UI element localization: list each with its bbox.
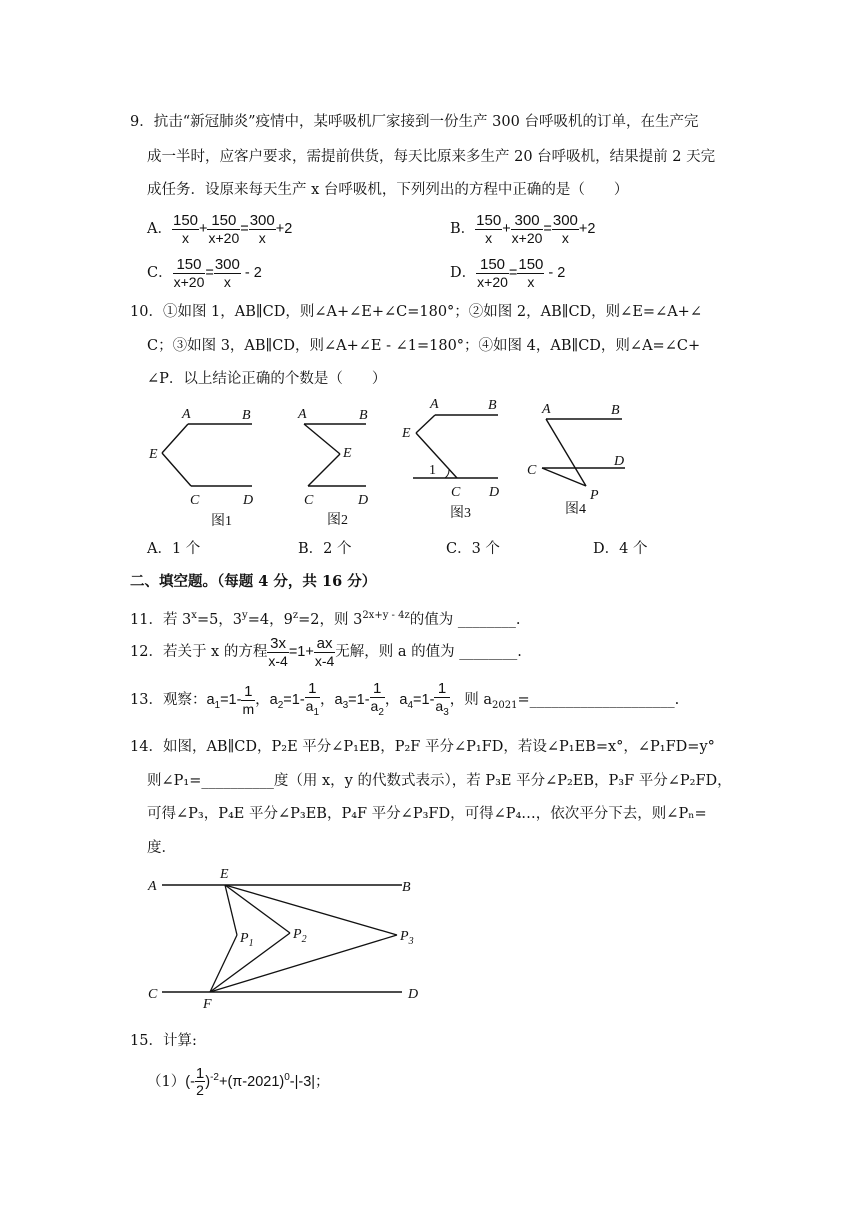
q14-line3: 可得∠P₃，P₄E 平分∠P₃EB，P₄F 平分∠P₃FD，可得∠P₄…，依次平分下去，则∠Pₙ= (147, 806, 707, 822)
fig3-label-e: E (402, 426, 411, 441)
q11: 11．若 $3^x=5$，$3^y=4$，$9^z=2$，则 $3^{2x+y - 4z}$的值为 ________. (130, 610, 521, 628)
fig2-label-c: C (304, 493, 314, 508)
q14-label-e: E (220, 867, 229, 882)
q14-label-a: A (148, 879, 157, 894)
fig3-label-d: D (489, 485, 500, 500)
q14-label-d: D (408, 987, 419, 1002)
q10-option-b[interactable]: B．2 个 (298, 541, 352, 557)
q15-title: 15．计算: (130, 1033, 197, 1049)
q10-line2: C；③如图 3，AB∥CD，则∠A+∠E - ∠1=180°；④如图 4，AB∥CD，则∠A=∠C+ (147, 338, 701, 354)
q9-line1: 9．抗击“新冠肺炎”疫情中，某呼吸机厂家接到一份生产 300 台呼吸机的订单，在生产完 (130, 114, 699, 130)
q14-label-c: C (148, 987, 158, 1002)
fig1-label-d: D (243, 493, 254, 508)
fig4-label-c: C (527, 463, 537, 478)
q10-line3: ∠P．以上结论正确的个数是（ ） (147, 371, 387, 387)
q14-line4: 度． (147, 840, 176, 856)
q15-part1: （1）(- $\frac{1}{2}$ )$^{-2}+(\pi-2021)^0-|-3|$； (147, 1064, 330, 1099)
fig2-caption: 图2 (327, 513, 348, 528)
figure-1 (140, 400, 270, 530)
q14-line2: 则∠P₁=__________度（用 x，y 的代数式表示），若 P₃E 平分∠P₂EB，P₃F 平分∠P₂FD， (147, 773, 732, 789)
q9-line2: 成一半时，应客户要求，需提前供货，每天比原来多生产 20 台呼吸机，结果提前 2 天完 (147, 149, 716, 165)
fig2-label-d: D (358, 493, 369, 508)
q10-option-d[interactable]: D．4 个 (593, 541, 648, 557)
q13: 13．观察：$a_1=1-$ $\frac{1}{m}$ ，$a_2=1-$ $\frac{1}{a_1}$ ，$a_3=1-$ $\frac{1}{a_2}$ ，$a_4=1-$ $\frac{1}{a_3}$ ，则 $a_{2021}=\_\_\_\_\_\_\_\_\_\_\_\_\_\_\_\_\_\_\_\_$. (130, 680, 680, 719)
fig3-label-c: C (451, 485, 461, 500)
q14-line1: 14．如图，AB∥CD，P₂E 平分∠P₁EB，P₂F 平分∠P₁FD，若设∠P₁EB=x°，∠P₁FD=y° (130, 739, 715, 755)
q10-option-a[interactable]: A．1 个 (147, 541, 201, 557)
q10-option-c[interactable]: C．3 个 (446, 541, 500, 557)
fig2-label-b: B (359, 408, 368, 423)
q9-option-a[interactable]: A． $\frac{150}{x}$ + $\frac{150}{x+20}$ = $\frac{300}{x}$ +2 (147, 211, 293, 246)
q14-label-b: B (402, 880, 411, 895)
q10-line1: 10．①如图 1，AB∥CD，则∠A+∠E+∠C=180°；②如图 2，AB∥CD，则∠E=∠A+∠ (130, 304, 702, 320)
q14-label-f: F (203, 997, 212, 1012)
fig2-label-a: A (298, 407, 307, 422)
q12: 12．若关于 x 的方程 $\frac{3x}{x-4}$ =1+ $\frac{ax}{x-4}$ 无解，则 a 的值为 ________. (130, 634, 522, 669)
figure-2 (290, 400, 390, 530)
fig4-label-d: D (614, 454, 625, 469)
q14-label-p3: $P_3$ (400, 929, 414, 947)
fig3-caption: 图3 (450, 506, 471, 521)
fig1-caption: 图1 (211, 514, 232, 529)
q9-option-c[interactable]: C． $\frac{150}{x+20}$ = $\frac{300}{x}$ - 2 (147, 255, 262, 290)
figure-3 (395, 395, 515, 525)
fig3-label-1: 1 (429, 463, 436, 478)
fig4-label-b: B (611, 403, 620, 418)
fig1-label-b: B (242, 408, 251, 423)
fig4-caption: 图4 (565, 502, 586, 517)
fig1-label-e: E (149, 447, 158, 462)
fig2-label-e: E (343, 446, 352, 461)
fig1-label-a: A (182, 407, 191, 422)
fig4-label-p: P (590, 488, 599, 503)
fig4-label-a: A (542, 402, 551, 417)
q14-figure (140, 860, 440, 1010)
q9-line3: 成任务．设原来每天生产 x 台呼吸机，下列列出的方程中正确的是（ ） (147, 182, 629, 198)
q14-label-p1: $P_1$ (240, 931, 254, 949)
q9-option-b[interactable]: B． $\frac{150}{x}$ + $\frac{300}{x+20}$ = $\frac{300}{x}$ +2 (450, 211, 596, 246)
fig3-label-a: A (430, 397, 439, 412)
figure-4 (522, 395, 642, 525)
fig1-label-c: C (190, 493, 200, 508)
section-heading: 二、填空题。（每题 4 分，共 16 分） (130, 573, 377, 590)
fig3-label-b: B (488, 398, 497, 413)
q14-label-p2: $P_2$ (293, 927, 307, 945)
q9-option-d[interactable]: D． $\frac{150}{x+20}$ = $\frac{150}{x}$ - 2 (450, 255, 566, 290)
